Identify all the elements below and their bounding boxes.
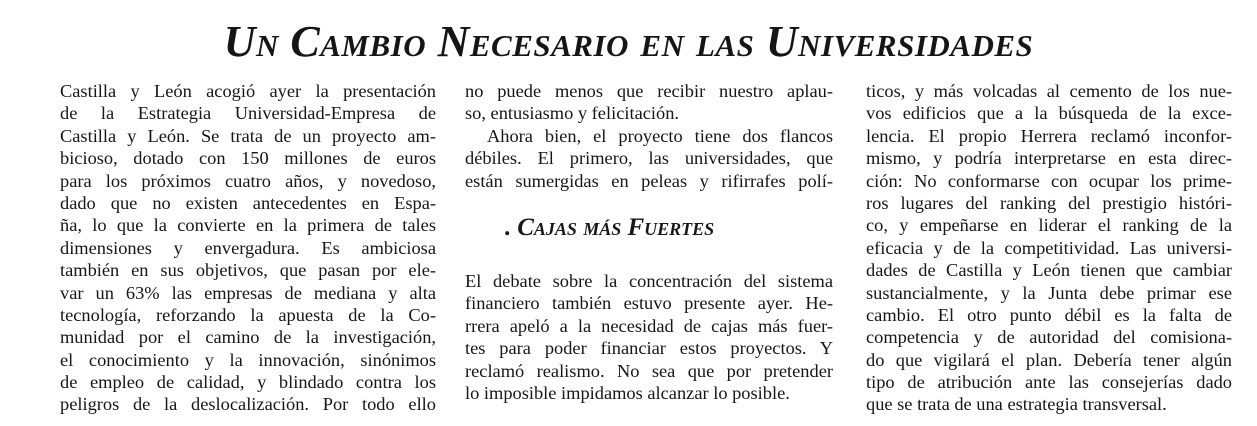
text-line: tes para poder financiar estos proyectos. Y (465, 338, 833, 359)
text-line: Castilla y León. Se trata de un proyecto am- (60, 125, 436, 146)
text-line: lo imposible impidamos alcanzar lo posible. (465, 382, 790, 403)
text-line: do que vigilará el plan. Debería tener algún (866, 349, 1232, 370)
subheading-text: Cajas más Fuertes (517, 213, 715, 241)
text-line: var un 63% las empresas de mediana y alta (60, 282, 436, 303)
text-line: el conocimiento y la innovación, sinónimos (60, 349, 436, 370)
article-column-3 (866, 80, 1232, 416)
text-line: El debate sobre la concentración del sistema (465, 270, 833, 291)
text-line: para los próximos cuatro años, y novedoso, (60, 170, 436, 191)
text-line: so, entusiasmo y felicitación. (465, 103, 679, 124)
text-line: tipo de atribución ante las consejerías dado (866, 372, 1232, 393)
text-line: cambio. El otro punto débil es la falta de (866, 304, 1232, 325)
text-line: financiero también estuvo presente ayer. He- (465, 293, 833, 314)
text-line: Castilla y León acogió ayer la presentación (60, 81, 436, 101)
text-line: de empleo de calidad, y blindado contra los (60, 372, 436, 393)
section-subheading (505, 212, 714, 244)
text-line: de la Estrategia Universidad-Empresa de (60, 103, 436, 124)
text-line: rrera apeló a la necesidad de cajas más fuer- (465, 315, 833, 336)
text-line: que se trata de una estrategia transversal. (866, 394, 1167, 415)
text-line: débiles. El primero, las universidades, que (465, 148, 833, 169)
text-line: dades de Castilla y León tienen que cambiar (866, 260, 1232, 281)
text-line: sustancialmente, y la Junta debe primar ese (866, 282, 1232, 303)
text-line: ción: No conformarse con ocupar los prime- (866, 170, 1232, 191)
text-line: tecnología, reforzando la apuesta de la Co- (60, 304, 436, 325)
article-headline: Un Cambio Necesario en las Universidades (223, 17, 1034, 66)
text-line: dimensiones y envergadura. Es ambiciosa (60, 237, 436, 258)
text-line: competencia y de autoridad del comisiona- (866, 327, 1232, 348)
text-line: reclamó realismo. No sea que por pretender (465, 360, 833, 381)
text-line: están sumergidas en peleas y rifirrafes polí- (465, 170, 833, 191)
text-line: co, y empeñarse en liderar el ranking de la (866, 215, 1232, 236)
text-line: no puede menos que recibir nuestro aplau- (465, 81, 833, 101)
article-column-1 (60, 80, 436, 416)
text-line: también en sus objetivos, que pasan por ele- (60, 260, 436, 281)
text-line: ña, lo que la convierte en la primera de tales (60, 215, 436, 236)
subheading-bullet: . (505, 213, 512, 241)
text-line: dado que no existen antecedentes en Espa- (60, 192, 436, 213)
text-line: mismo, y podría interpretarse en esta direc- (866, 148, 1232, 169)
text-line: peligros de la deslocalización. Por todo ello (60, 394, 436, 415)
text-line: eficacia y de la competitividad. Las universi- (866, 237, 1232, 258)
text-line: Ahora bien, el proyecto tiene dos flancos (487, 125, 833, 146)
text-line: ros lugares del ranking del prestigio históri- (866, 192, 1232, 213)
text-line: ticos, y más volcadas al cemento de los nue- (866, 81, 1232, 101)
text-line: munidad por el camino de la investigación, (60, 327, 436, 348)
article-column-2 (465, 80, 833, 404)
text-line: lencia. El propio Herrera reclamó inconfor- (866, 125, 1232, 146)
subheading-block (465, 192, 833, 270)
text-line: bicioso, dotado con 150 millones de euros (60, 148, 436, 169)
text-line: vos edificios que a la búsqueda de la exce- (866, 103, 1232, 124)
